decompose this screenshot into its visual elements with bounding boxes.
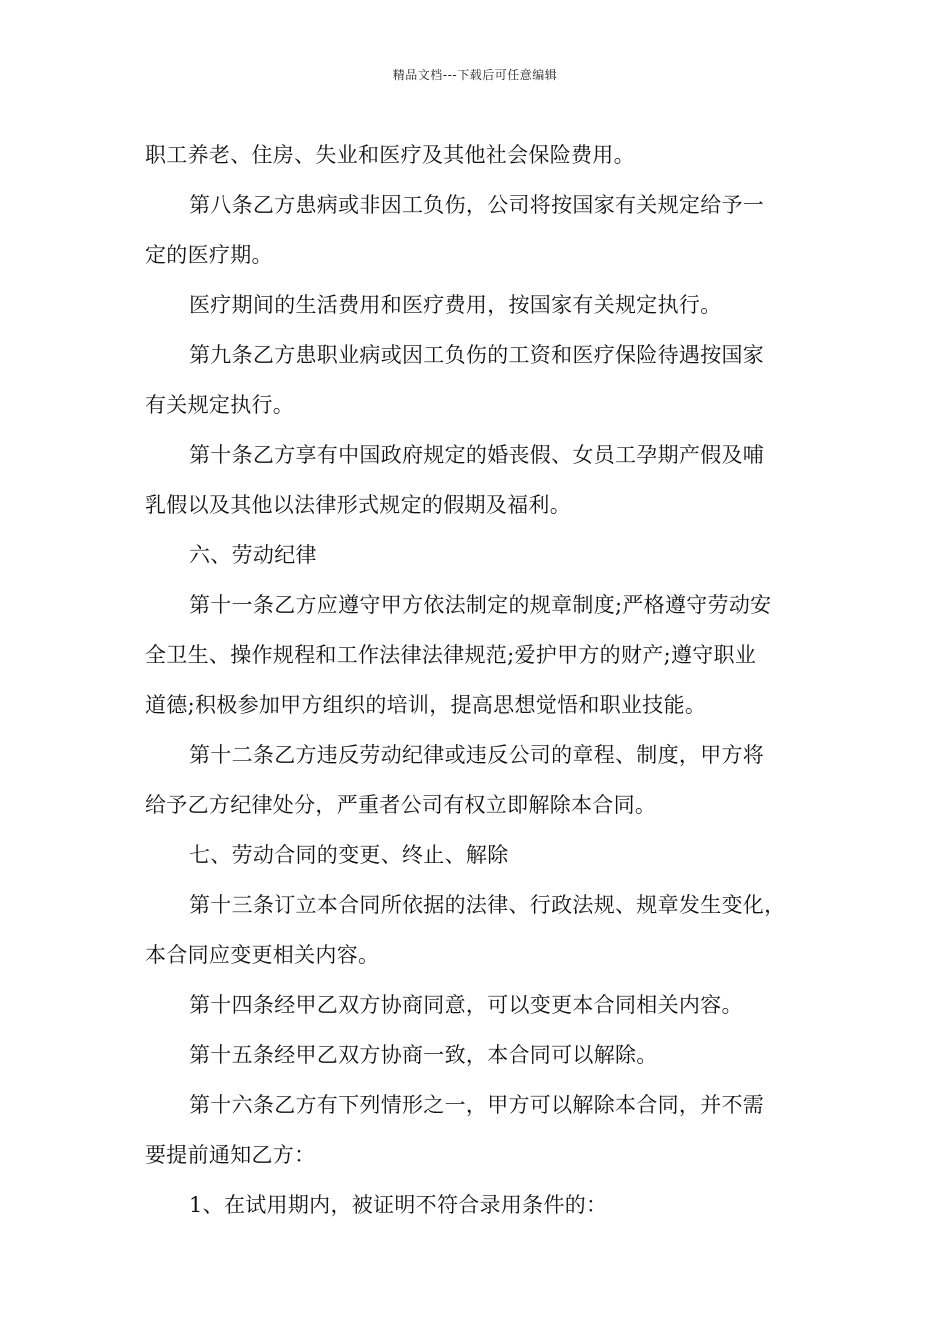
text-line: 第十条乙方享有中国政府规定的婚丧假、女员工孕期产假及哺 — [189, 443, 765, 467]
text-line: 医疗期间的生活费用和医疗费用，按国家有关规定执行。 — [189, 293, 722, 317]
text-line: 第十一条乙方应遵守甲方依法制定的规章制度;严格遵守劳动安 — [189, 593, 772, 617]
text-line: 第八条乙方患病或非因工负伤，公司将按国家有关规定给予一 — [189, 193, 765, 217]
section-heading: 六、劳动纪律 — [189, 543, 317, 567]
text-line: 乳假以及其他以法律形式规定的假期及福利。 — [145, 493, 571, 517]
list-item: 1、在试用期内，被证明不符合录用条件的： — [189, 1193, 608, 1217]
text-line: 第十五条经甲乙双方协商一致，本合同可以解除。 — [189, 1043, 658, 1067]
text-line: 第十六条乙方有下列情形之一，甲方可以解除本合同，并不需 — [189, 1093, 765, 1117]
text-line: 第十三条订立本合同所依据的法律、行政法规、规章发生变化， — [189, 893, 786, 917]
text-line: 第十四条经甲乙双方协商同意，可以变更本合同相关内容。 — [189, 993, 743, 1017]
text-line: 第十二条乙方违反劳动纪律或违反公司的章程、制度，甲方将 — [189, 743, 765, 767]
text-line: 本合同应变更相关内容。 — [145, 943, 380, 967]
section-heading: 七、劳动合同的变更、终止、解除 — [189, 843, 509, 867]
text-line: 道德;积极参加甲方组织的培训，提高思想觉悟和职业技能。 — [145, 693, 707, 717]
document-body — [145, 130, 810, 1230]
text-line: 职工养老、住房、失业和医疗及其他社会保险费用。 — [145, 143, 635, 167]
text-line: 给予乙方纪律处分，严重者公司有权立即解除本合同。 — [145, 793, 657, 817]
text-line: 第九条乙方患职业病或因工负伤的工资和医疗保险待遇按国家 — [189, 343, 765, 367]
text-line: 全卫生、操作规程和工作法律法律规范;爱护甲方的财产;遵守职业 — [145, 643, 757, 667]
text-line: 有关规定执行。 — [145, 393, 295, 417]
text-line: 要提前通知乙方： — [145, 1143, 316, 1167]
text-line: 定的医疗期。 — [145, 243, 273, 267]
page-header: 精品文档---下载后可任意编辑 — [392, 68, 558, 82]
